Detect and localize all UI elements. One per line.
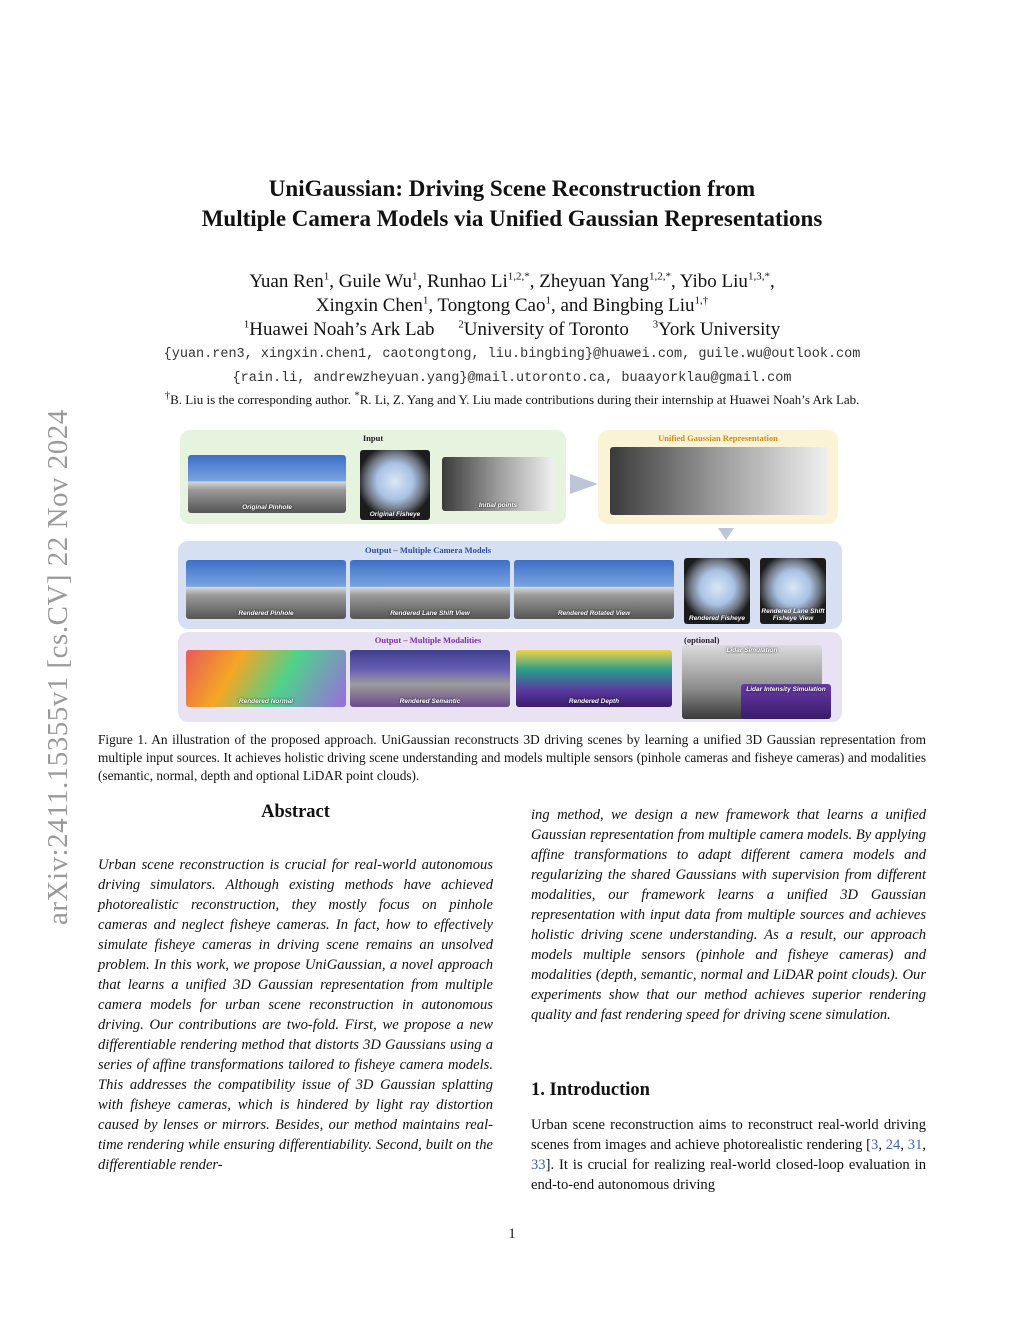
lidar-simulation-image: Lidar Simulation [682, 645, 822, 719]
introduction-text: Urban scene reconstruction aims to reconstruct real-world driving scenes from images and achieve photorealistic rendering [3, 24, 31, 33]. It is crucial for realizing real-world closed-loop evaluation in end-to-end autonomous driving [531, 1117, 927, 1193]
modalities-title: Output – Multiple Modalities [374, 635, 482, 645]
rendered-lane-shift-image: Rendered Lane Shift View [350, 560, 510, 619]
optional-label: (optional) [684, 635, 720, 645]
page-number: 1 [508, 1226, 516, 1242]
rendered-fisheye-image: Rendered Fisheye [684, 558, 750, 624]
affiliations: $^1$Huawei Noah’s Ark Lab $^2$University of Toronto $^3$York University [243, 318, 781, 340]
citation-link[interactable]: 33 [531, 1157, 546, 1173]
paper-title [0, 174, 1024, 234]
title-line-1: UniGaussian: Driving Scene Reconstruction from [268, 176, 756, 201]
abstract-heading: Abstract [261, 802, 330, 822]
abstract-left-column: Urban scene reconstruction is crucial for real-world autonomous driving simulators. Although existing methods have achieved photorealistic reconstruction, they mostly focus on pinhole cameras and neglect fisheye cameras. In fact, how to effectively simulate fisheye cameras in driving scene remains an unsolved problem. In this work, we propose UniGaussian, a novel approach that learns a unified 3D Gaussian representation from multiple camera models for urban scene reconstruction in autonomous driving. Our contributions are two-fold. First, we propose a new differentiable rendering method that distorts 3D Gaussians using a series of affine transformations tailored to fisheye camera models. This addresses the compatibility issue of 3D Gaussian splatting with fisheye cameras, which is hindered by light ray distortion caused by lenses or mirrors. Besides, our method maintains real-time rendering while ensuring differentiability. Second, built on the differentiable render- [98, 857, 493, 1173]
rendered-normal-image: Rendered Normal [186, 650, 346, 707]
contribution-footnote: †B. Liu is the corresponding author. *R. Li, Z. Yang and Y. Liu made contributions during their internship at Huawei Noah’s Ark Lab. [164, 389, 860, 407]
abstract-right-column: ing method, we design a new framework that learns a unified Gaussian representation from multiple camera models. By applying affine transformations to adapt different camera models and regularizing the shared Gaussians with supervision from different modalities, our framework learns a unified 3D Gaussian representation with input data from multiple sources and achieves holistic driving scene understanding. As a result, our approach models multiple sensors (pinhole and fisheye cameras) and modalities (depth, semantic, normal and LiDAR point clouds). Our experiments show that our method achieves superior rendering quality and fast rendering speed for driving scene simulation. [531, 807, 926, 1023]
camera-models-title: Output – Multiple Camera Models [364, 545, 492, 555]
introduction-heading: 1. Introduction [531, 1080, 650, 1100]
email-line-1: {yuan.ren3, xingxin.chen1, caotongtong, liu.bingbing}@huawei.com, guile.wu@outlook.com [163, 347, 861, 362]
rendered-depth-image: Rendered Depth [516, 650, 672, 707]
right-arrow-icon [570, 474, 598, 494]
citation-link[interactable]: 3 [871, 1137, 879, 1153]
author-emails [0, 343, 1024, 391]
author-list [0, 270, 1024, 342]
rendered-lane-shift-fisheye-image: Rendered Lane Shift Fisheye View [760, 558, 826, 624]
citation-link[interactable]: 31 [907, 1137, 923, 1153]
lidar-intensity-image: Lidar Intensity Simulation [741, 684, 831, 719]
initial-points-image: Initial points [442, 457, 554, 511]
unified-panel-title: Unified Gaussian Representation [658, 433, 778, 443]
input-panel-title: Input [362, 433, 384, 443]
citation-link[interactable]: 24 [885, 1137, 901, 1153]
email-line-2: {rain.li, andrewzheyuan.yang}@mail.utoronto.ca, buaayorklau@gmail.com [232, 371, 792, 386]
down-arrow-icon [718, 528, 734, 540]
figure-caption: Figure 1. An illustration of the proposed approach. UniGaussian reconstructs 3D driving scenes by learning a unified 3D Gaussian representation from multiple input sources. It achieves holistic driving scene understanding and models multiple sensors (pinhole cameras and fisheye cameras) and modalities (semantic, normal, depth and optional LiDAR point clouds). [98, 732, 926, 783]
original-fisheye-image: Original Fisheye [360, 450, 430, 520]
original-pinhole-image: Original Pinhole [188, 455, 346, 513]
arxiv-sidebar-id: arXiv:2411.15355v1 [cs.CV] 22 Nov 2024 [42, 409, 74, 925]
rendered-rotated-image: Rendered Rotated View [514, 560, 674, 619]
unified-gaussian-image [610, 447, 828, 515]
rendered-pinhole-image: Rendered Pinhole [186, 560, 346, 619]
author-line-1: Yuan Ren$^1$, Guile Wu$^1$, Runhao $Li^{1,2,*}$, Zheyuan Yang$^{1,2,*}$, Yibo Liu$^{1,3,*}$, [249, 270, 775, 292]
rendered-semantic-image: Rendered Semantic [350, 650, 510, 707]
author-line-2: Xingxin Chen$^1$, Tongtong Cao$^1$, and Bingbing Liu$^{1,\dagger}$ [315, 294, 709, 316]
title-line-2: Multiple Camera Models via Unified Gaussian Representations [201, 206, 823, 231]
